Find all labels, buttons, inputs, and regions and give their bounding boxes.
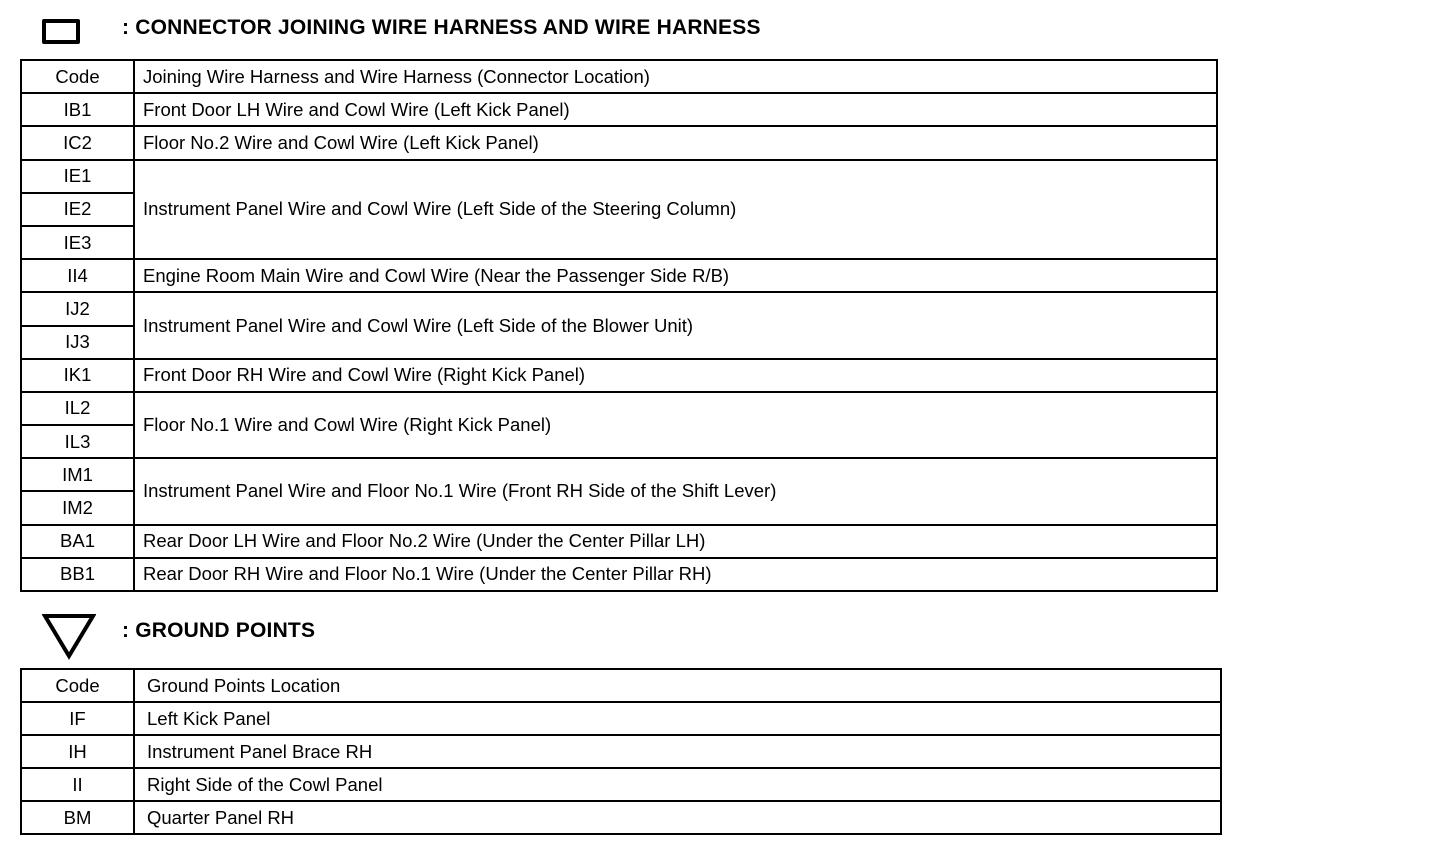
code-cell: II4 (21, 259, 134, 292)
location-cell: Rear Door RH Wire and Floor No.1 Wire (Under the Center Pillar RH) (134, 558, 1217, 591)
code-cell: BM (21, 801, 134, 834)
table-row (21, 702, 1221, 735)
code-cell: IE1 (21, 160, 134, 193)
location-column-header: Joining Wire Harness and Wire Harness (Connector Location) (134, 60, 1217, 93)
location-cell: Instrument Panel Brace RH (134, 735, 1221, 768)
code-cell: IE3 (21, 226, 134, 259)
code-cell: II (21, 768, 134, 801)
location-cell: Floor No.2 Wire and Cowl Wire (Left Kick Panel) (134, 126, 1217, 159)
connector-rectangle-icon (42, 19, 80, 44)
code-cell: IL2 (21, 392, 134, 425)
code-cell: IH (21, 735, 134, 768)
connector-table-header (21, 60, 1217, 93)
location-cell: Quarter Panel RH (134, 801, 1221, 834)
location-cell: Instrument Panel Wire and Floor No.1 Wire (Front RH Side of the Shift Lever) (134, 458, 1217, 524)
code-cell: IM2 (21, 491, 134, 524)
location-cell: Front Door LH Wire and Cowl Wire (Left Kick Panel) (134, 93, 1217, 126)
table-row (21, 93, 1217, 126)
code-cell: BA1 (21, 525, 134, 558)
table-row (21, 525, 1217, 558)
table-row (21, 359, 1217, 392)
code-cell: IF (21, 702, 134, 735)
ground-table-body (21, 669, 1221, 834)
ground-table (20, 668, 1222, 835)
code-cell: IJ3 (21, 326, 134, 359)
table-row (21, 735, 1221, 768)
code-column-header: Code (21, 60, 134, 93)
location-cell: Instrument Panel Wire and Cowl Wire (Left Side of the Steering Column) (134, 160, 1217, 260)
table-row (21, 259, 1217, 292)
location-cell: Rear Door LH Wire and Floor No.2 Wire (Under the Center Pillar LH) (134, 525, 1217, 558)
code-cell: IM1 (21, 458, 134, 491)
code-cell: IJ2 (21, 292, 134, 325)
table-row (21, 392, 1217, 425)
location-cell: Engine Room Main Wire and Cowl Wire (Near the Passenger Side R/B) (134, 259, 1217, 292)
table-row (21, 768, 1221, 801)
code-cell: IL3 (21, 425, 134, 458)
table-row (21, 292, 1217, 325)
connector-section-title: : CONNECTOR JOINING WIRE HARNESS AND WIRE HARNESS (122, 16, 761, 39)
table-row (21, 126, 1217, 159)
code-cell: IE2 (21, 193, 134, 226)
code-cell: IC2 (21, 126, 134, 159)
code-column-header: Code (21, 669, 134, 702)
table-row (21, 801, 1221, 834)
ground-triangle-icon (42, 612, 96, 660)
location-column-header: Ground Points Location (134, 669, 1221, 702)
location-cell: Right Side of the Cowl Panel (134, 768, 1221, 801)
location-cell: Front Door RH Wire and Cowl Wire (Right Kick Panel) (134, 359, 1217, 392)
code-cell: IK1 (21, 359, 134, 392)
connector-table-body (21, 60, 1217, 591)
connector-table (20, 59, 1218, 592)
code-cell: BB1 (21, 558, 134, 591)
ground-table-header (21, 669, 1221, 702)
location-cell: Floor No.1 Wire and Cowl Wire (Right Kick Panel) (134, 392, 1217, 458)
table-row (21, 458, 1217, 491)
location-cell: Instrument Panel Wire and Cowl Wire (Left Side of the Blower Unit) (134, 292, 1217, 358)
table-row (21, 160, 1217, 193)
ground-section-title: : GROUND POINTS (122, 619, 316, 642)
code-cell: IB1 (21, 93, 134, 126)
location-cell: Left Kick Panel (134, 702, 1221, 735)
table-row (21, 558, 1217, 591)
